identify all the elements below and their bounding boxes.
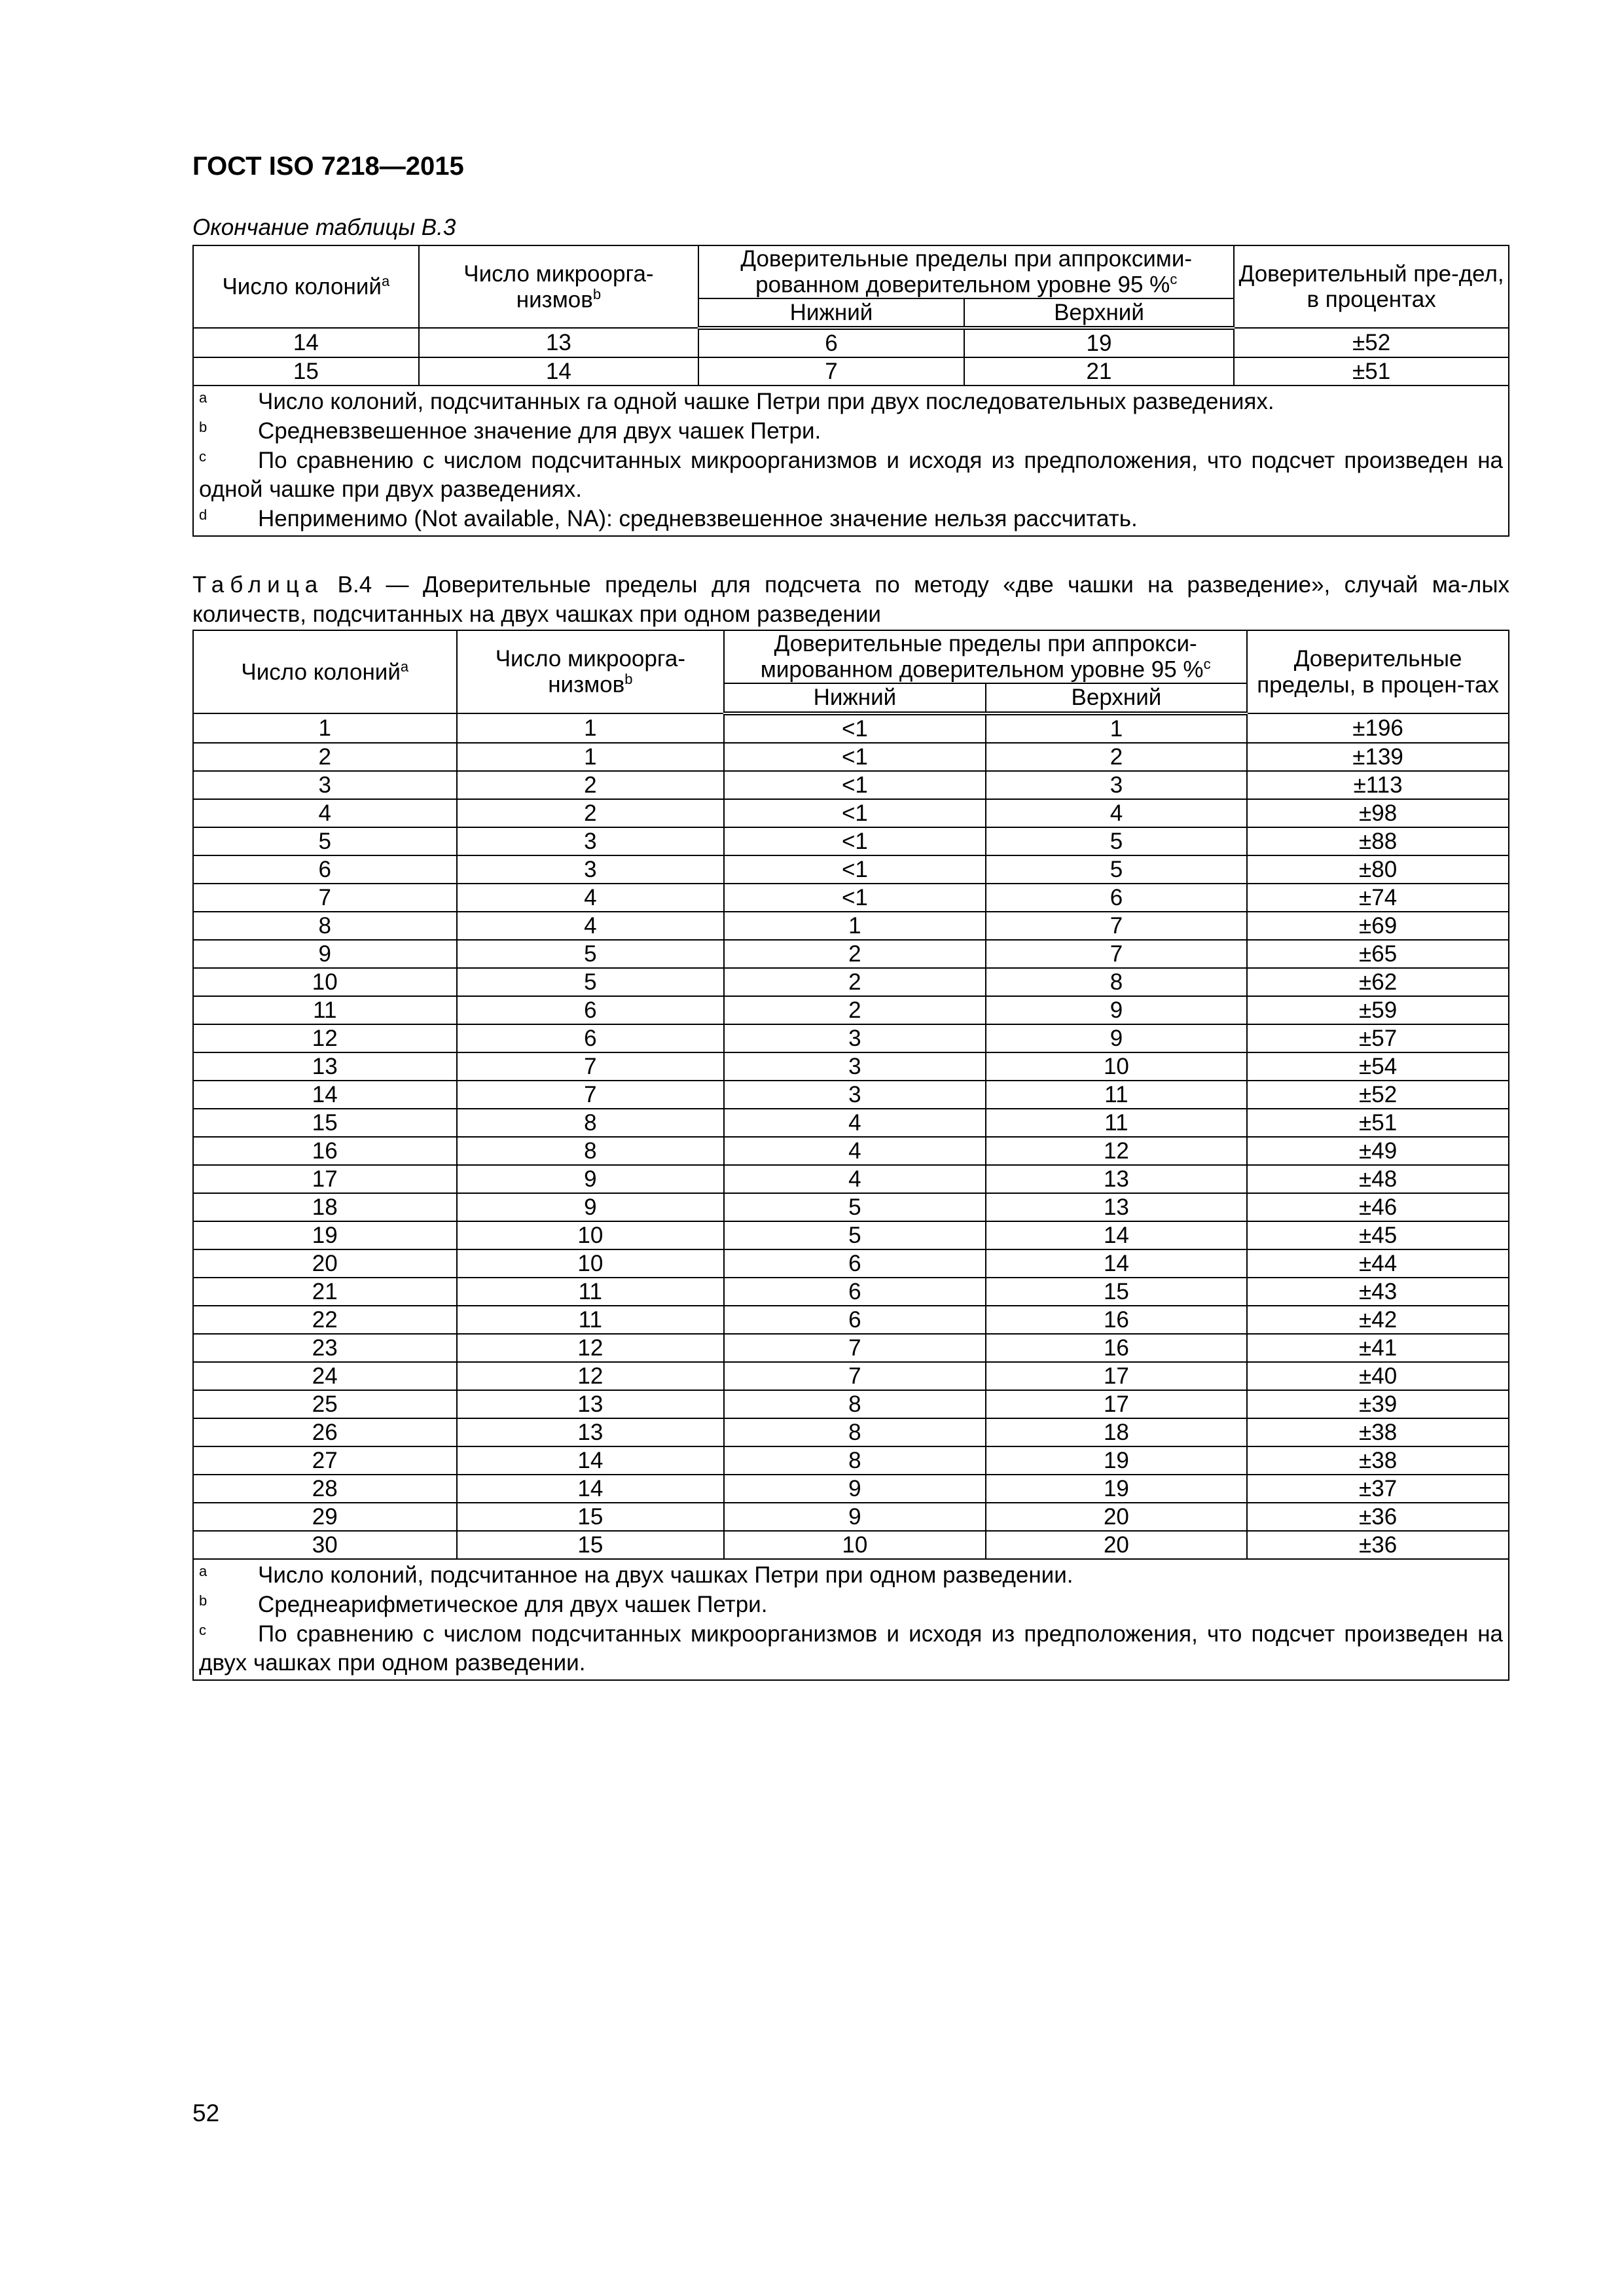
table-b3-caption: Окончание таблицы В.3 [192,215,456,240]
table-cell: 13 [193,1052,457,1081]
table-cell: ±139 [1247,743,1509,771]
table-cell: 7 [457,1081,725,1109]
table-cell: 15 [457,1503,725,1531]
table-cell: 3 [457,855,725,884]
header-lower: Нижний [724,683,986,713]
footnote-text: Неприменимо (Not available, NA): средневзвешенное значение нельзя рассчитать. [258,506,1138,532]
table-b3-body [193,328,1509,386]
table-cell: 1 [457,743,725,771]
table-cell: 6 [193,855,457,884]
header-percent: Доверительный пре-дел, в процентах [1234,245,1509,328]
table-cell: 12 [986,1137,1248,1165]
table-cell: 30 [193,1531,457,1559]
table-cell: 7 [986,940,1248,968]
table-row [193,1334,1509,1362]
table-cell: 20 [986,1503,1248,1531]
table-cell: ±59 [1247,996,1509,1024]
table-cell: ±43 [1247,1278,1509,1306]
header-percent: Доверительные пределы, в процен-тах [1247,630,1509,713]
table-cell: 2 [457,799,725,827]
table-cell: ±69 [1247,912,1509,940]
table-cell: 9 [724,1475,986,1503]
table-cell: 8 [457,1109,725,1137]
table-cell: ±113 [1247,771,1509,799]
header-confidence-limits: Доверительные пределы при аппроксими-рованном доверительном уровне 95 %$^c$ [698,245,1234,298]
table-cell: 21 [964,357,1235,386]
table-cell: 18 [193,1193,457,1221]
table-cell: ±46 [1247,1193,1509,1221]
table-row [193,1221,1509,1249]
table-cell: ±39 [1247,1390,1509,1418]
table-cell: 8 [724,1418,986,1446]
table-row [193,912,1509,940]
table-cell: ±74 [1247,884,1509,912]
table-cell: 9 [986,996,1248,1024]
table-row [193,996,1509,1024]
table-cell: ±36 [1247,1531,1509,1559]
table-cell: ±44 [1247,1249,1509,1278]
table-cell: 7 [698,357,964,386]
table-cell: 2 [193,743,457,771]
table-cell: 9 [457,1193,725,1221]
table-cell: 10 [193,968,457,996]
table-cell: 5 [724,1193,986,1221]
table-cell: 12 [457,1334,725,1362]
table-cell: 1 [193,713,457,743]
table-cell: ±51 [1247,1109,1509,1137]
table-cell: ±80 [1247,855,1509,884]
table-cell: 27 [193,1446,457,1475]
table-cell: 17 [986,1362,1248,1390]
table-cell: 14 [986,1249,1248,1278]
footnote-mark: c [199,448,206,465]
table-cell: 1 [457,713,725,743]
table-cell: 9 [986,1024,1248,1052]
table-cell: 3 [986,771,1248,799]
table-cell: 8 [724,1390,986,1418]
table-cell: 16 [193,1137,457,1165]
table-row [193,771,1509,799]
table-cell: 14 [193,328,419,357]
table-cell: ±38 [1247,1418,1509,1446]
header-microorganisms: Число микроорга-низмов$^b$ [419,245,699,328]
table-cell: 3 [724,1052,986,1081]
footnote-text: Среднеарифметическое для двух чашек Петри. [258,1591,768,1617]
table-cell: 25 [193,1390,457,1418]
table-cell: 28 [193,1475,457,1503]
table-cell: 4 [986,799,1248,827]
table-cell: 5 [724,1221,986,1249]
table-cell: ±42 [1247,1306,1509,1334]
table-cell: ±65 [1247,940,1509,968]
footnote-text: Средневзвешенное значение для двух чашек Петри. [258,418,821,444]
table-row [193,1390,1509,1418]
footnote-text: Число колоний, подсчитанное на двух чашках Петри при одном разведении. [258,1562,1074,1588]
table-row [193,940,1509,968]
table-cell: 14 [193,1081,457,1109]
table-cell: 5 [457,968,725,996]
table-row [193,1165,1509,1193]
table-cell: 15 [193,357,419,386]
table-cell: 6 [724,1249,986,1278]
table-cell: 6 [698,328,964,357]
table-cell: 2 [724,940,986,968]
table-cell: 8 [193,912,457,940]
table-cell: 18 [986,1418,1248,1446]
table-cell: 14 [457,1475,725,1503]
table-cell: ±40 [1247,1362,1509,1390]
table-b4-notes [193,1559,1509,1680]
document-header: ГОСТ ISO 7218—2015 [192,152,464,181]
table-row [193,1531,1509,1559]
header-microorganisms: Число микроорга-низмов$^b$ [457,630,725,713]
table-b3-notes [193,386,1509,536]
table-cell: 9 [457,1165,725,1193]
table-cell: 5 [193,827,457,855]
table-cell: 15 [193,1109,457,1137]
table-cell: 24 [193,1362,457,1390]
table-cell: <1 [724,827,986,855]
table-cell: 3 [193,771,457,799]
table-cell: 4 [457,884,725,912]
table-cell: 15 [986,1278,1248,1306]
table-cell: 21 [193,1278,457,1306]
table-cell: 14 [986,1221,1248,1249]
table-cell: 11 [193,996,457,1024]
table-cell: 6 [457,1024,725,1052]
table-cell: 10 [986,1052,1248,1081]
footnote [199,1590,1503,1620]
table-cell: 9 [193,940,457,968]
footnote-mark: a [199,389,208,406]
table-cell: ±62 [1247,968,1509,996]
table-cell: 26 [193,1418,457,1446]
table-row [193,1081,1509,1109]
table-cell: 9 [724,1503,986,1531]
table-cell: 10 [457,1249,725,1278]
footnote-mark: c [199,1621,206,1638]
table-cell: 16 [986,1334,1248,1362]
table-cell: 6 [457,996,725,1024]
table-cell: 4 [457,912,725,940]
table-cell: 13 [457,1390,725,1418]
page-number: 52 [192,2100,220,2126]
table-cell: 17 [193,1165,457,1193]
table-row [193,1418,1509,1446]
table-row [193,357,1509,386]
table-cell: 13 [986,1165,1248,1193]
table-cell: <1 [724,855,986,884]
footnote [199,505,1503,534]
table-cell: 23 [193,1334,457,1362]
header-lower: Нижний [698,298,964,328]
table-cell: 17 [986,1390,1248,1418]
table-row [193,855,1509,884]
table-cell: ±45 [1247,1221,1509,1249]
table-row [193,968,1509,996]
table-cell: ±49 [1247,1137,1509,1165]
table-cell: 29 [193,1503,457,1531]
table-cell: ±57 [1247,1024,1509,1052]
table-cell: ±41 [1247,1334,1509,1362]
footnote-text: По сравнению с числом подсчитанных микроорганизмов и исходя из предположения, что подсчет произведен на одной чашке при двух разведениях. [199,447,1503,503]
table-row [193,827,1509,855]
table-cell: 4 [724,1165,986,1193]
table-cell: ±37 [1247,1475,1509,1503]
table-cell: 2 [986,743,1248,771]
table-cell: 11 [457,1278,725,1306]
table-cell: <1 [724,713,986,743]
header-upper: Верхний [986,683,1248,713]
table-row [193,1052,1509,1081]
header-colonies: Число колоний$^a$ [193,630,457,713]
table-cell: 14 [457,1446,725,1475]
table-cell: 7 [724,1362,986,1390]
table-cell: 11 [986,1081,1248,1109]
table-cell: ±52 [1234,328,1509,357]
table-cell: 19 [193,1221,457,1249]
table-row [193,1446,1509,1475]
table-cell: ±196 [1247,713,1509,743]
table-row [193,1475,1509,1503]
table-cell: 10 [724,1531,986,1559]
table-row [193,884,1509,912]
table-cell: 11 [457,1306,725,1334]
table-row [193,328,1509,357]
footnote-mark: d [199,507,208,524]
table-cell: 16 [986,1306,1248,1334]
table-cell: ±38 [1247,1446,1509,1475]
footnote [199,1620,1503,1679]
table-cell: 14 [419,357,699,386]
footnote [199,387,1503,417]
table-cell: <1 [724,884,986,912]
table-cell: 6 [986,884,1248,912]
table-row [193,1503,1509,1531]
table-cell: 15 [457,1531,725,1559]
table-cell: ±51 [1234,357,1509,386]
table-row [193,799,1509,827]
footnote-mark: b [199,1592,208,1609]
table-cell: 8 [724,1446,986,1475]
table-cell: 7 [193,884,457,912]
table-cell: 13 [457,1418,725,1446]
table-b4-title: Таблица В.4 — Доверительные пределы для подсчета по методу «две чашки на разведение», случай ма-лых количеств, подсчитанных на двух чашках при одном разведении [192,572,1509,627]
table-cell: 11 [986,1109,1248,1137]
table-b3 [192,245,1509,537]
table-cell: <1 [724,743,986,771]
table-cell: 5 [986,827,1248,855]
table-row [193,1109,1509,1137]
table-cell: 7 [457,1052,725,1081]
table-cell: 3 [724,1081,986,1109]
table-cell: 4 [724,1137,986,1165]
footnote-mark: a [199,1563,208,1580]
table-row [193,1306,1509,1334]
table-b4-body [193,713,1509,1559]
header-colonies: Число колоний$^a$ [193,245,419,328]
footnote [199,446,1503,505]
table-cell: 7 [724,1334,986,1362]
footnote [199,1561,1503,1590]
table-cell: 12 [457,1362,725,1390]
table-row [193,1137,1509,1165]
footnote-text: Число колоний, подсчитанных га одной чашке Петри при двух последовательных разведениях. [258,389,1274,415]
footnote [199,417,1503,446]
header-upper: Верхний [964,298,1235,328]
header-confidence-limits: Доверительные пределы при аппрокси-мированном доверительном уровне 95 %$^c$ [724,630,1247,683]
table-cell: 2 [724,968,986,996]
table-cell: 6 [724,1278,986,1306]
table-cell: 4 [724,1109,986,1137]
table-cell: ±52 [1247,1081,1509,1109]
table-cell: 13 [419,328,699,357]
table-cell: <1 [724,799,986,827]
table-row [193,1024,1509,1052]
table-cell: 19 [964,328,1235,357]
table-cell: 8 [457,1137,725,1165]
table-cell: 2 [457,771,725,799]
table-cell: 8 [986,968,1248,996]
footnote-mark: b [199,418,208,435]
table-cell: 12 [193,1024,457,1052]
table-b4 [192,630,1509,1681]
table-cell: ±88 [1247,827,1509,855]
table-cell: 10 [457,1221,725,1249]
table-row [193,1278,1509,1306]
table-row [193,743,1509,771]
table-cell: 3 [724,1024,986,1052]
table-row [193,1249,1509,1278]
table-cell: 20 [986,1531,1248,1559]
table-cell: ±36 [1247,1503,1509,1531]
table-cell: 4 [193,799,457,827]
table-cell: 5 [986,855,1248,884]
table-row [193,1362,1509,1390]
table-cell: ±48 [1247,1165,1509,1193]
table-cell: 20 [193,1249,457,1278]
table-cell: 5 [457,940,725,968]
table-cell: ±98 [1247,799,1509,827]
table-cell: 13 [986,1193,1248,1221]
footnote-text: По сравнению с числом подсчитанных микроорганизмов и исходя из предположения, что подсчет произведен на двух чашках при одном разведении. [199,1621,1503,1676]
table-cell: 3 [457,827,725,855]
table-cell: 19 [986,1446,1248,1475]
table-cell: 19 [986,1475,1248,1503]
table-cell: 22 [193,1306,457,1334]
table-row [193,1193,1509,1221]
table-row [193,713,1509,743]
table-cell: 1 [724,912,986,940]
table-cell: <1 [724,771,986,799]
table-cell: 1 [986,713,1248,743]
table-cell: 7 [986,912,1248,940]
table-cell: 6 [724,1306,986,1334]
table-cell: 2 [724,996,986,1024]
table-cell: ±54 [1247,1052,1509,1081]
